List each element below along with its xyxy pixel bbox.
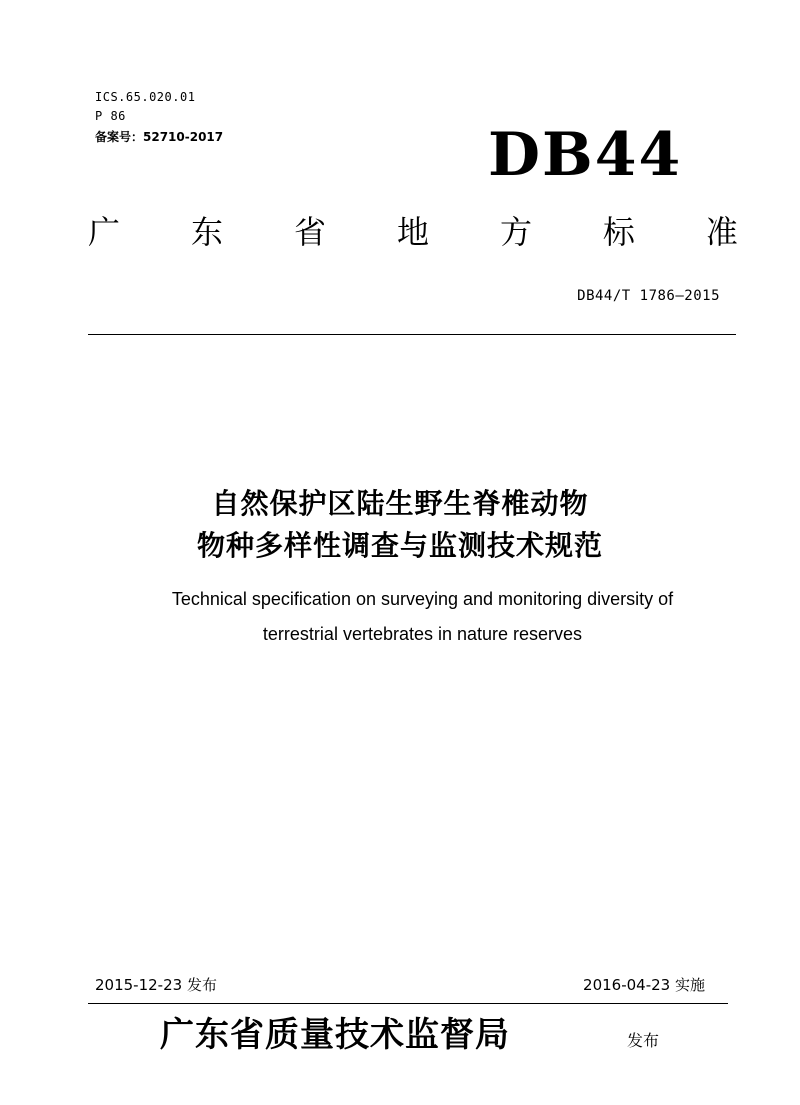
implementation-date: 2016-04-23 实施 [583, 976, 705, 994]
bottom-divider [88, 1003, 728, 1004]
standard-code-logo: DB44 [488, 120, 683, 190]
issuing-authority: 广东省质量技术监督局 [160, 1015, 510, 1055]
title-en-line1: Technical specification on surveying and monitoring diversity of [171, 589, 674, 609]
top-divider [88, 334, 736, 335]
filing-number: 备案号：52710-2017 [95, 130, 224, 144]
category-char: 东 [190, 213, 223, 251]
title-cn-line2: 物种多样性调查与监测技术规范 [196, 529, 603, 562]
publish-label: 发布 [627, 1031, 660, 1050]
category-char: 省 [293, 213, 326, 251]
category-char: 广 [88, 213, 121, 251]
standard-number: DB44/T 1786—2015 [577, 288, 720, 304]
title-en-line2: terrestrial vertebrates in nature reserves [262, 624, 583, 644]
category-char: 方 [499, 213, 532, 251]
classification-block [95, 88, 195, 126]
standard-category [88, 210, 738, 254]
title-cn-line1: 自然保护区陆生野生脊椎动物 [211, 487, 589, 520]
issue-date: 2015-12-23 发布 [95, 976, 217, 994]
category-char: 地 [396, 213, 429, 251]
ics-code: ICS.65.020.01 [95, 90, 196, 104]
category-char: 准 [705, 213, 738, 251]
category-char: 标 [602, 213, 635, 251]
ccs-code: P 86 [95, 109, 126, 123]
